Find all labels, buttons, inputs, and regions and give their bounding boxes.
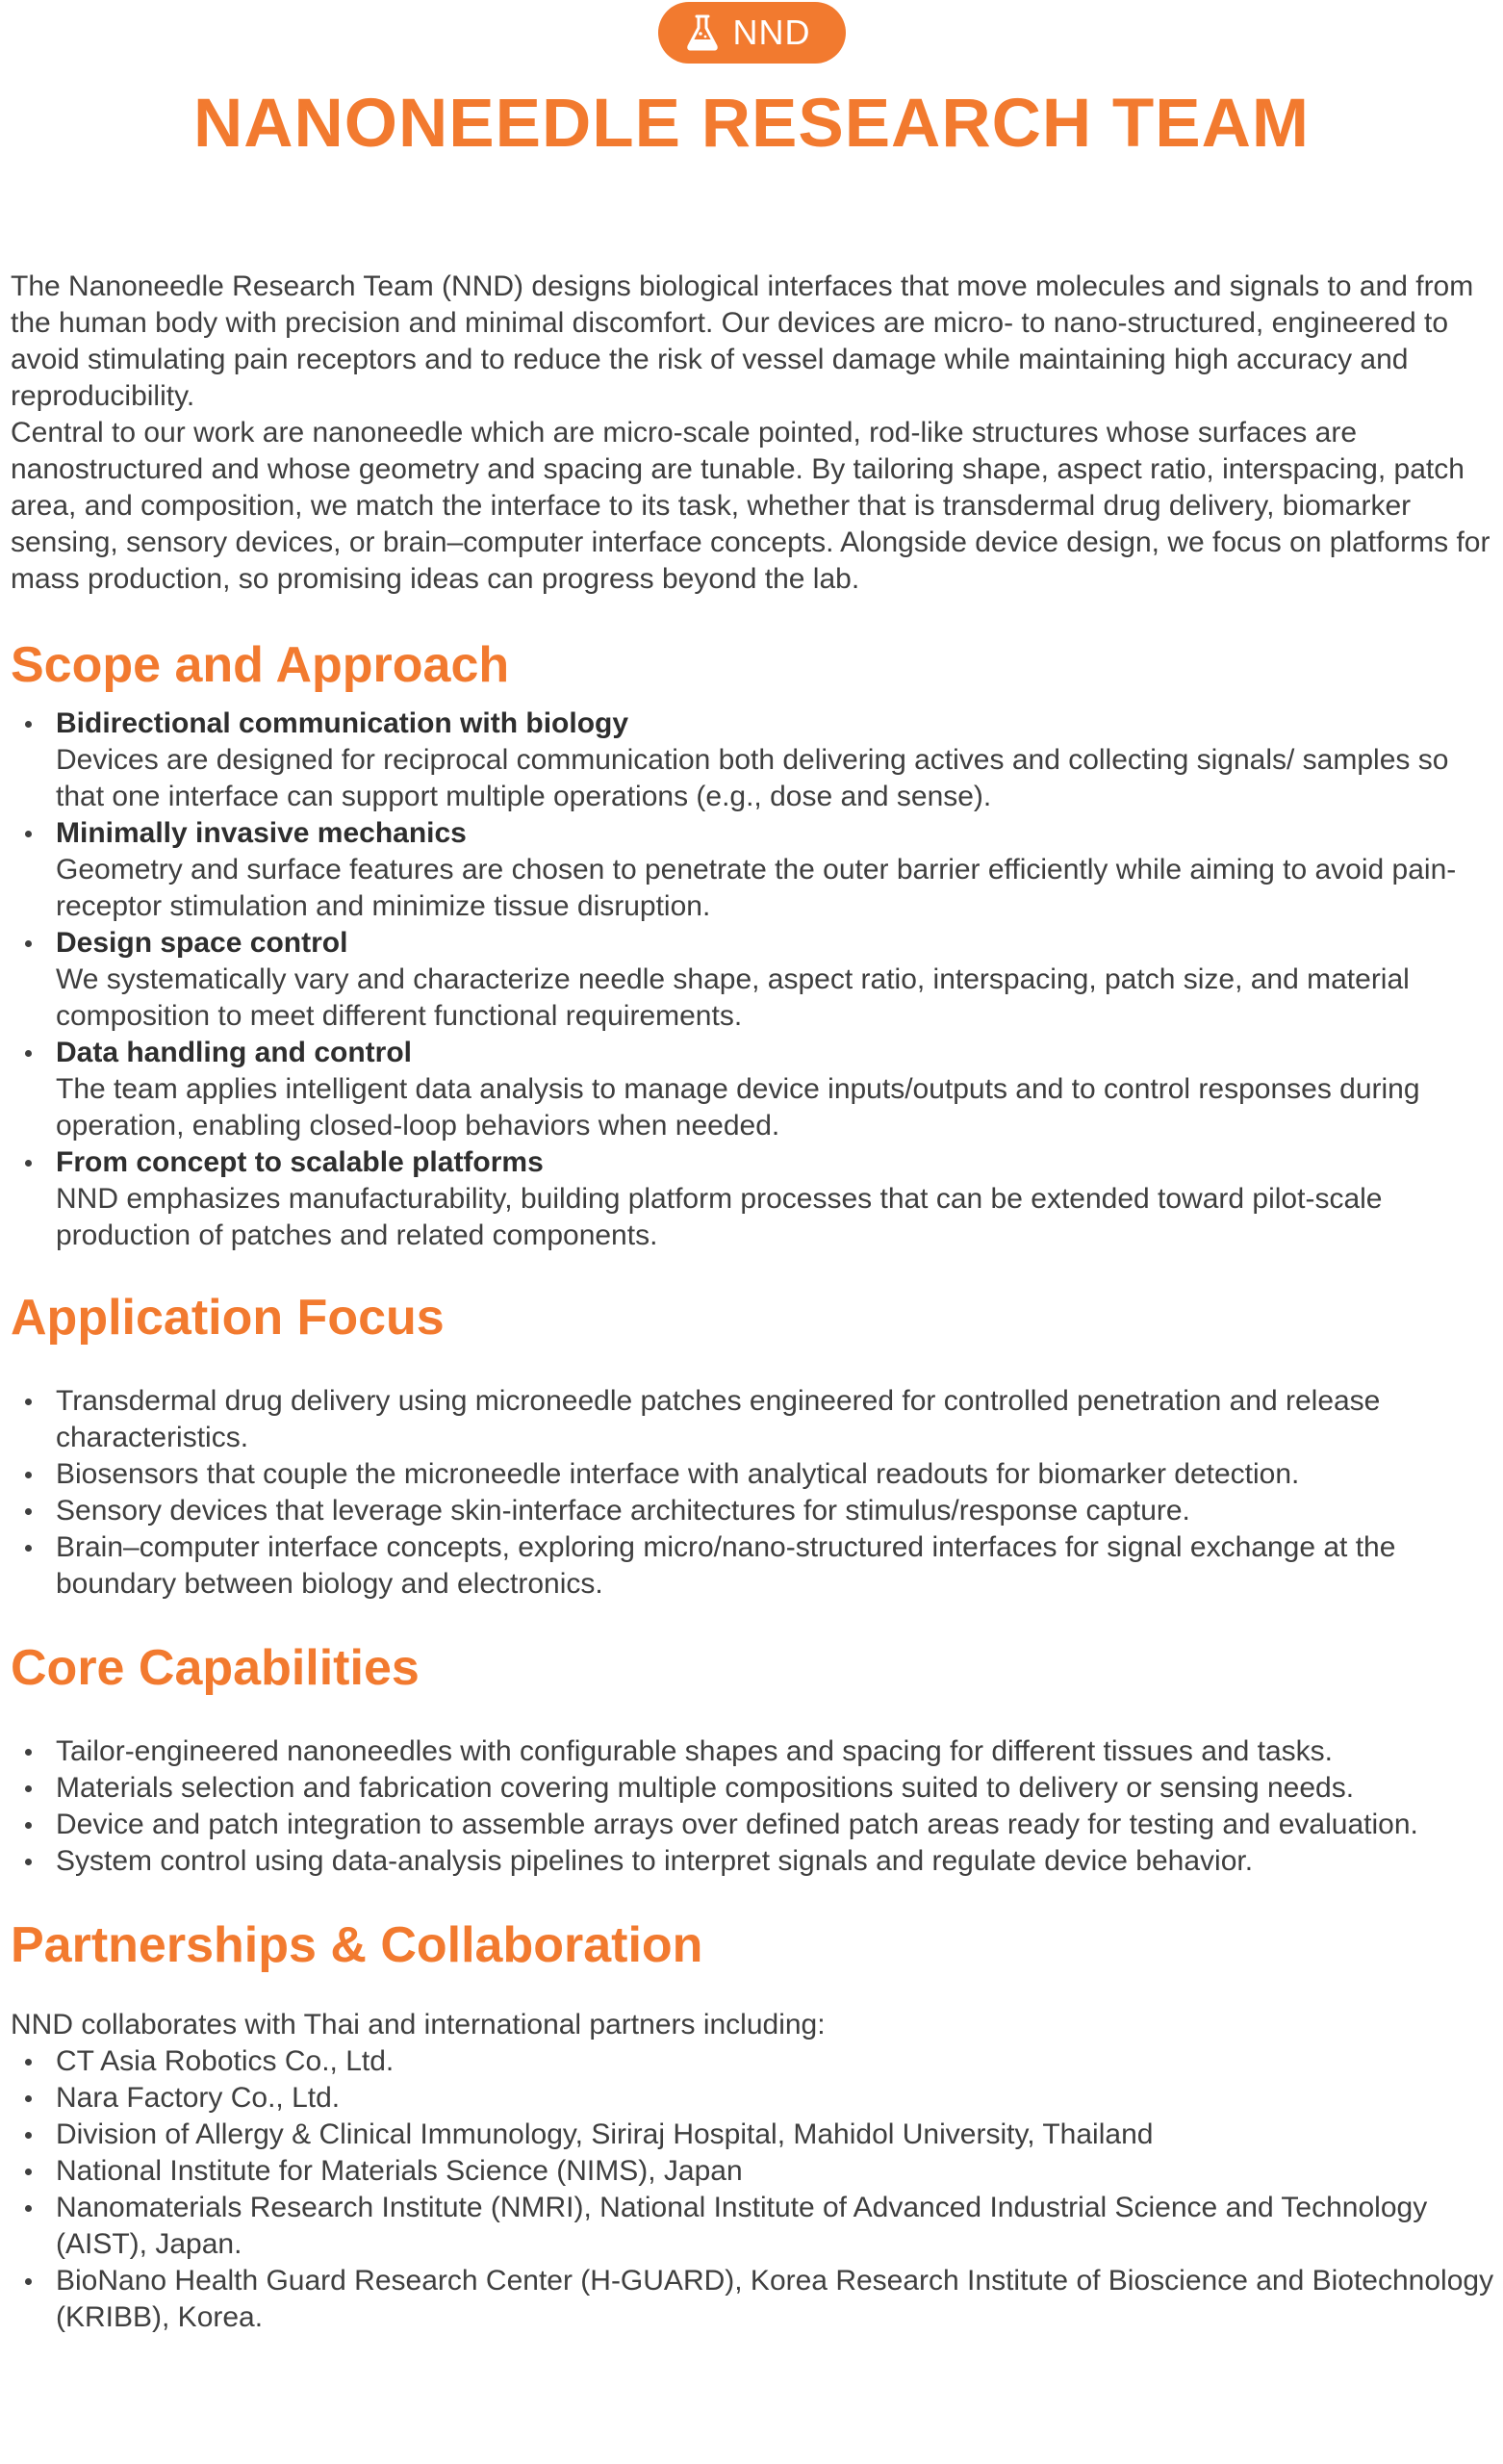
core-item: Materials selection and fabrication covering multiple compositions suited to delivery or sensing needs. bbox=[11, 1770, 1497, 1807]
partner-item: BioNano Health Guard Research Center (H-GUARD), Korea Research Institute of Bioscience and Biotechnology (KRIBB), Korea. bbox=[11, 2263, 1497, 2336]
scope-item-title: Design space control bbox=[56, 927, 348, 959]
scope-item-desc: Devices are designed for reciprocal communication both delivering actives and collecting signals/ samples so that one interface can support multiple operations (e.g., dose and sense). bbox=[56, 744, 1449, 812]
scope-item bbox=[11, 1035, 1497, 1144]
badge-label: NND bbox=[732, 13, 811, 52]
scope-item bbox=[11, 1144, 1497, 1254]
partners-list bbox=[11, 2043, 1497, 2336]
scope-item-desc: Geometry and surface features are chosen to penetrate the outer barrier efficiently while aiming to avoid pain-receptor stimulation and minimize tissue disruption. bbox=[56, 854, 1457, 922]
scope-item-desc: NND emphasizes manufacturability, building platform processes that can be extended toward pilot-scale production of patches and related components. bbox=[56, 1183, 1383, 1251]
partner-item: Division of Allergy & Clinical Immunology, Siriraj Hospital, Mahidol University, Thailand bbox=[11, 2117, 1497, 2153]
page-title: NANONEEDLE RESEARCH TEAM bbox=[192, 86, 1311, 162]
scope-item-title: Data handling and control bbox=[56, 1037, 413, 1068]
partner-item: CT Asia Robotics Co., Ltd. bbox=[11, 2043, 1497, 2080]
partner-item: Nanomaterials Research Institute (NMRI), National Institute of Advanced Industrial Science and Technology (AIST), Japan. bbox=[11, 2190, 1497, 2263]
core-list bbox=[11, 1733, 1497, 1880]
flask-icon bbox=[685, 13, 720, 52]
scope-item-title: From concept to scalable platforms bbox=[56, 1146, 544, 1178]
core-heading: Core Capabilities bbox=[11, 1640, 420, 1696]
application-item: Brain–computer interface concepts, exploring micro/nano-structured interfaces for signal exchange at the boundary between biology and electronics. bbox=[11, 1529, 1497, 1603]
application-item: Biosensors that couple the microneedle interface with analytical readouts for biomarker detection. bbox=[11, 1456, 1497, 1493]
scope-item bbox=[11, 815, 1497, 925]
core-item: Device and patch integration to assemble arrays over defined patch areas ready for testing and evaluation. bbox=[11, 1807, 1497, 1843]
intro-paragraph-1: The Nanoneedle Research Team (NND) designs biological interfaces that move molecules and signals to and from the human body with precision and minimal discomfort. Our devices are micro- to nano-structured, engineered to avoid stimulating pain receptors and to reduce the risk of vessel damage while maintaining high accuracy and reproducibility. bbox=[11, 270, 1474, 412]
intro-paragraph-2: Central to our work are nanoneedle which are micro-scale pointed, rod-like structures whose surfaces are nanostructured and whose geometry and spacing are tunable. By tailoring shape, aspect ratio, interspacing, patch area, and composition, we match the interface to its task, whether that is transdermal drug delivery, biomarker sensing, sensory devices, or brain–computer interface concepts. Alongside device design, we focus on platforms for mass production, so promising ideas can progress beyond the lab. bbox=[11, 417, 1490, 595]
scope-item-title: Bidirectional communication with biology bbox=[56, 707, 629, 739]
partners-intro: NND collaborates with Thai and international partners including: bbox=[11, 2009, 826, 2040]
partners-heading: Partnerships & Collaboration bbox=[11, 1917, 703, 1973]
application-heading: Application Focus bbox=[11, 1290, 445, 1346]
scope-item-desc: We systematically vary and characterize needle shape, aspect ratio, interspacing, patch size, and material composition to meet different functional requirements. bbox=[56, 963, 1410, 1032]
team-badge bbox=[658, 2, 846, 64]
core-item: Tailor-engineered nanoneedles with configurable shapes and spacing for different tissues and tasks. bbox=[11, 1733, 1497, 1770]
partner-item: Nara Factory Co., Ltd. bbox=[11, 2080, 1497, 2117]
application-item: Sensory devices that leverage skin-interface architectures for stimulus/response capture. bbox=[11, 1493, 1497, 1529]
main-content bbox=[11, 269, 1497, 2336]
core-item: System control using data-analysis pipelines to interpret signals and regulate device behavior. bbox=[11, 1843, 1497, 1880]
scope-list bbox=[11, 706, 1497, 1254]
scope-item-desc: The team applies intelligent data analysis to manage device inputs/outputs and to control responses during operation, enabling closed-loop behaviors when needed. bbox=[56, 1073, 1420, 1142]
partner-item: National Institute for Materials Science (NIMS), Japan bbox=[11, 2153, 1497, 2190]
scope-heading: Scope and Approach bbox=[11, 637, 510, 693]
scope-item bbox=[11, 925, 1497, 1035]
application-item: Transdermal drug delivery using microneedle patches engineered for controlled penetration and release characteristics. bbox=[11, 1383, 1497, 1456]
scope-item bbox=[11, 706, 1497, 815]
application-list bbox=[11, 1383, 1497, 1603]
scope-item-title: Minimally invasive mechanics bbox=[56, 817, 467, 849]
badge-row bbox=[0, 2, 1503, 64]
